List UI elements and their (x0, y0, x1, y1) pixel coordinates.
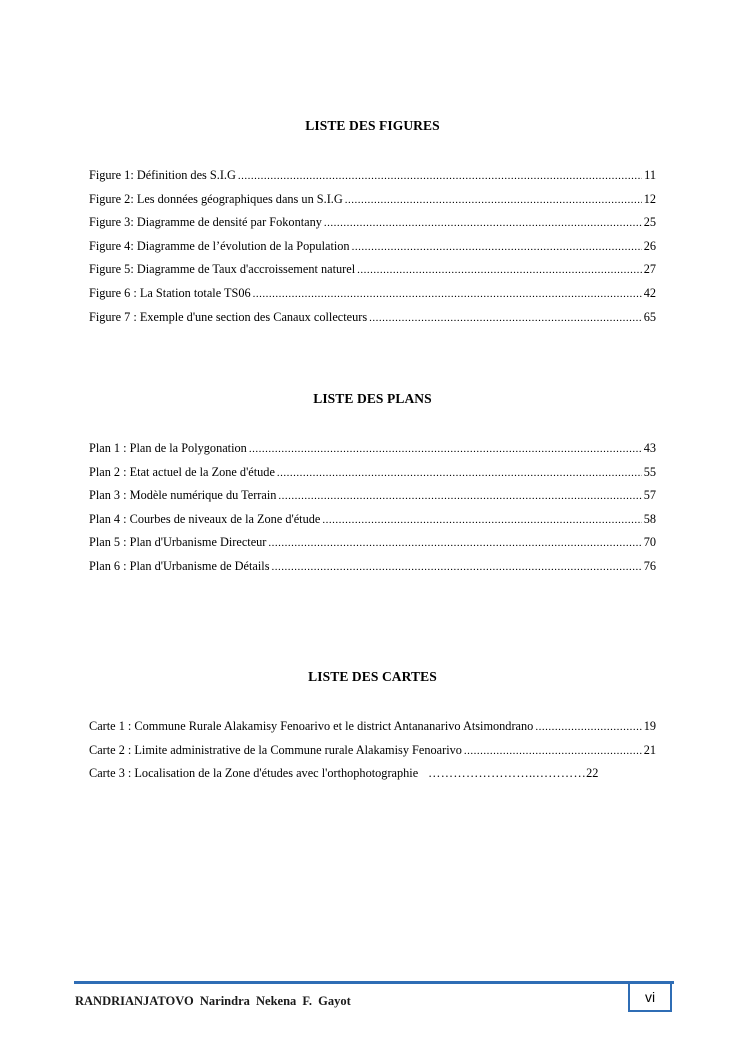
toc-entry-carte-1[interactable] (89, 719, 656, 743)
toc-entry-figure-3[interactable] (89, 215, 656, 239)
dot-leader (249, 443, 642, 455)
dot-leader (277, 467, 642, 479)
toc-entry-carte-2[interactable] (89, 743, 656, 767)
cartes-list (89, 719, 656, 790)
figures-list (89, 168, 656, 333)
dot-leader (272, 561, 642, 573)
toc-label: Figure 7 : Exemple d'une section des Canaux collecteurs (89, 309, 368, 324)
toc-label: Figure 6 : La Station totale TS06 (89, 285, 251, 300)
toc-label: Carte 1 : Commune Rurale Alakamisy Fenoarivo et le district Antananarivo Atsimondrano (89, 719, 534, 733)
toc-entry-plan-5[interactable] (89, 535, 656, 559)
toc-entry-plan-2[interactable] (89, 465, 656, 489)
toc-entry-carte-3[interactable] (89, 766, 656, 790)
toc-page: 65 (643, 309, 656, 324)
toc-label: Figure 5: Diagramme de Taux d'accroissement naturel (89, 262, 356, 277)
toc-page: 26 (643, 238, 656, 253)
plans-title: LISTE DES PLANS (313, 391, 432, 406)
page-number-box (628, 981, 672, 1012)
toc-page: 25 (643, 215, 656, 230)
toc-entry-plan-6[interactable] (89, 559, 656, 583)
toc-entry-figure-1[interactable] (89, 168, 656, 192)
toc-entry-plan-1[interactable] (89, 441, 656, 465)
dot-leader (268, 537, 641, 549)
toc-label: Figure 4: Diagramme de l’évolution de la Population (89, 238, 350, 253)
toc-label: Plan 1 : Plan de la Polygonation (89, 441, 247, 455)
toc-page: 11 (644, 168, 656, 182)
toc-entry-plan-4[interactable] (89, 512, 656, 536)
toc-label: Carte 2 : Limite administrative de la Commune rurale Alakamisy Fenoarivo (89, 742, 462, 757)
dot-leader (253, 288, 642, 300)
toc-label: Plan 2 : Etat actuel de la Zone d'étude (89, 464, 275, 479)
figures-title: LISTE DES FIGURES (305, 118, 440, 133)
dot-leader (352, 241, 642, 253)
dot-leader (238, 170, 642, 182)
toc-label: Plan 5 : Plan d'Urbanisme Directeur (89, 535, 267, 550)
dot-leader (464, 745, 642, 757)
toc-page: 43 (643, 441, 656, 455)
toc-entry-plan-3[interactable] (89, 488, 656, 512)
toc-label: Plan 6 : Plan d'Urbanisme de Détails (89, 558, 270, 573)
toc-label: Figure 2: Les données géographiques dans un S.I.G (89, 191, 343, 206)
footer-rule (74, 981, 674, 984)
toc-page: 55 (643, 464, 656, 479)
toc-label: Plan 4 : Courbes de niveaux de la Zone d'étude (89, 511, 321, 526)
toc-entry-figure-5[interactable] (89, 262, 656, 286)
toc-page: 76 (643, 558, 656, 573)
toc-page: 57 (643, 488, 656, 503)
toc-page: 21 (643, 742, 656, 757)
toc-page: 42 (643, 285, 656, 300)
toc-entry-figure-6[interactable] (89, 286, 656, 310)
toc-label: Plan 3 : Modèle numérique du Terrain (89, 488, 277, 503)
dot-leader (357, 264, 642, 276)
toc-entry-figure-2[interactable] (89, 192, 656, 216)
footer-author: RANDRIANJATOVO Narindra Nekena F. Gayot (75, 994, 351, 1008)
dot-leader (278, 490, 641, 502)
toc-page: 22 (586, 766, 599, 781)
dot-leader: ……………………..………… (428, 766, 587, 781)
cartes-title: LISTE DES CARTES (308, 669, 437, 684)
toc-page: 19 (643, 719, 656, 733)
toc-page: 12 (643, 191, 656, 206)
toc-entry-figure-4[interactable] (89, 239, 656, 263)
toc-entry-figure-7[interactable] (89, 310, 656, 334)
dot-leader (324, 217, 642, 229)
toc-page: 70 (643, 535, 656, 550)
toc-page: 27 (643, 262, 656, 277)
page-number: vi (644, 989, 656, 1005)
dot-leader (369, 312, 642, 324)
dot-leader (345, 194, 642, 206)
dot-leader (535, 721, 641, 733)
plans-list (89, 441, 656, 583)
dot-leader (322, 514, 641, 526)
toc-label: Carte 3 : Localisation de la Zone d'études avec l'orthophotographie (89, 766, 419, 781)
toc-page: 58 (643, 511, 656, 526)
toc-label: Figure 3: Diagramme de densité par Fokontany (89, 215, 322, 230)
toc-label: Figure 1: Définition des S.I.G (89, 168, 236, 182)
